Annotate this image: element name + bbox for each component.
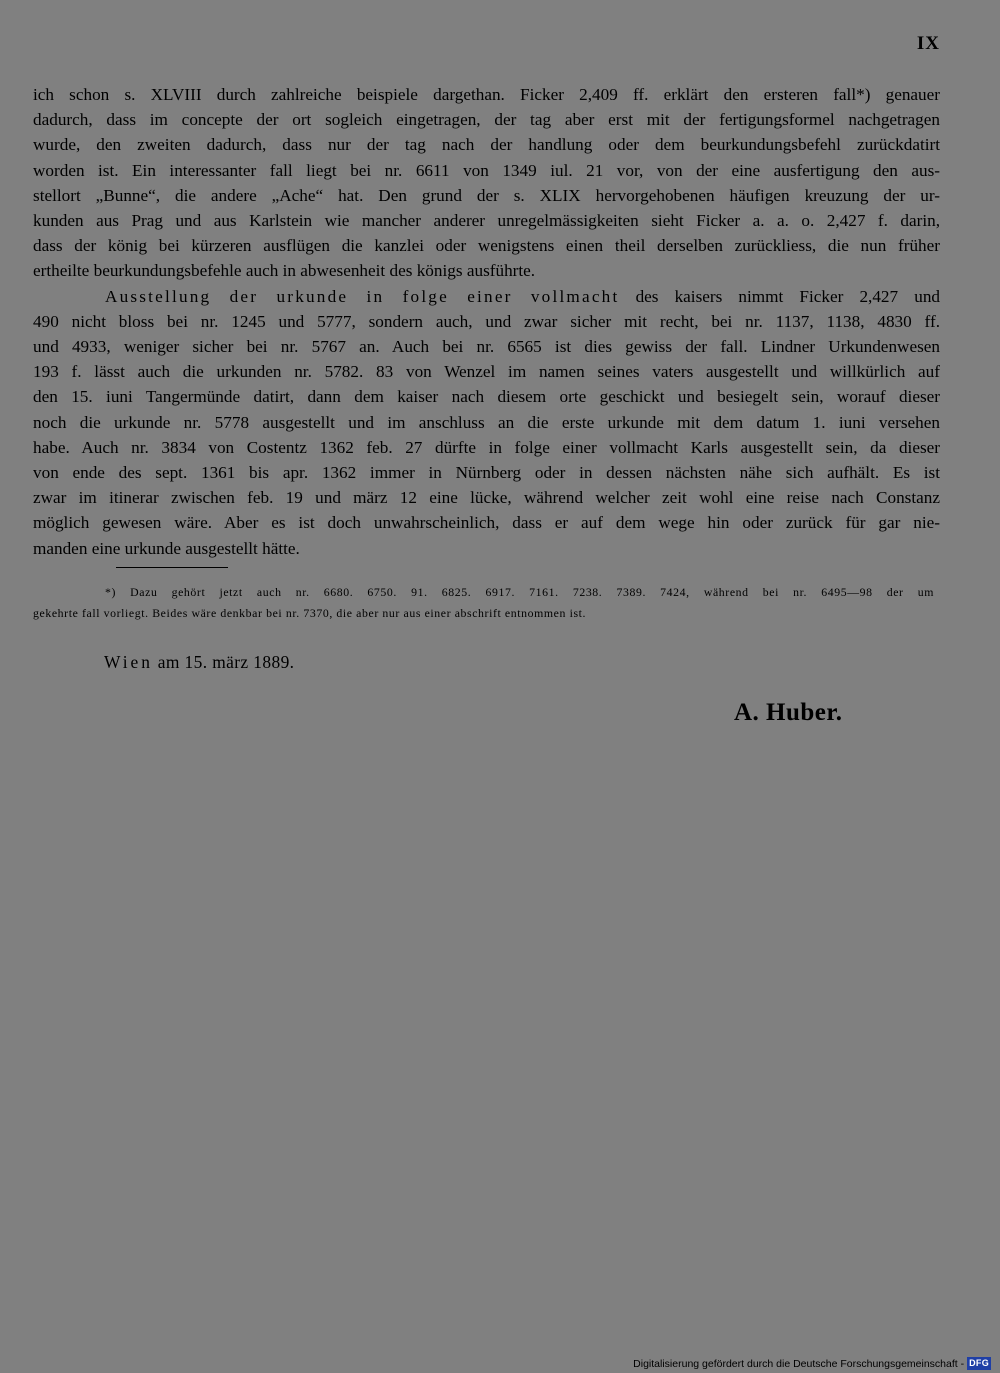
author-signature: A. Huber.: [734, 699, 843, 726]
footnote: [33, 582, 934, 624]
body-line: 193 f. lässt auch die urkunden nr. 5782. 83 von Wenzel im namen seines vaters ausgestellt und willkürlich auf: [33, 362, 940, 382]
closing-line: [104, 652, 294, 673]
body-line: kunden aus Prag und aus Karlstein wie mancher anderer unregelmässigkeiten sieht Ficker a. a. o. 2,427 f. darin,: [33, 211, 940, 231]
paragraph-first-line-rest: des kaisers nimmt Ficker 2,427 und: [635, 286, 941, 306]
page-number: IX: [916, 33, 940, 54]
body-line: möglich gewesen wäre. Aber es ist doch unwahrscheinlich, dass er auf dem wege hin oder zurück für gar nie-: [33, 513, 940, 533]
body-line: worden ist. Ein interessanter fall liegt bei nr. 6611 von 1349 iul. 21 vor, von der eine ausfertigung den aus-: [33, 160, 940, 180]
digitization-credit: [633, 1357, 991, 1370]
body-line: den 15. iuni Tangermünde datirt, dann dem kaiser nach diesem orte geschickt und besiegelt sein, worauf dieser: [33, 387, 940, 407]
body-line: wurde, den zweiten dadurch, dass nur der tag nach der handlung oder dem beurkundungsbefehl zurückdatirt: [33, 135, 940, 155]
paragraph-first-line: [33, 284, 940, 309]
closing-place: Wien: [104, 652, 153, 672]
main-text: [33, 82, 940, 561]
credit-text: Digitalisierung gefördert durch die Deutsche Forschungsgemeinschaft -: [633, 1357, 965, 1370]
footnote-line: gekehrte fall vorliegt. Beides wäre denkbar bei nr. 7370, die aber nur aus einer abschrift entnommen ist.: [33, 606, 587, 620]
spaced-heading-phrase: Ausstellung der urkunde in folge einer vollmacht: [105, 286, 620, 306]
body-line: von ende des sept. 1361 bis apr. 1362 immer in Nürnberg oder in dessen nächsten nähe sich aufhält. Es ist: [33, 463, 940, 483]
body-line: habe. Auch nr. 3834 von Costentz 1362 feb. 27 dürfte in folge einer vollmacht Karls ausgestellt sein, da dieser: [33, 437, 940, 457]
body-line: dadurch, dass im concepte der ort sogleich eingetragen, der tag aber erst mit der fertigungsformel nachgetragen: [33, 110, 940, 130]
dfg-logo-icon: DFG: [969, 1358, 989, 1368]
body-line: ertheilte beurkundungsbefehle auch in abwesenheit des königs ausführte.: [33, 261, 536, 281]
footnote-line: *) Dazu gehört jetzt auch nr. 6680. 6750. 91. 6825. 6917. 7161. 7238. 7389. 7424, während bei nr. 6495—98 der um: [105, 585, 934, 599]
body-line: 490 nicht bloss bei nr. 1245 und 5777, sondern auch, und zwar sicher mit recht, bei nr. 1137, 1138, 4830 ff.: [33, 311, 940, 331]
body-line: zwar im itinerar zwischen feb. 19 und märz 12 eine lücke, während welcher zeit wohl eine reise nach Constanz: [33, 488, 940, 508]
body-line: manden eine urkunde ausgestellt hätte.: [33, 538, 300, 558]
footnote-divider: [116, 567, 228, 568]
body-line: noch die urkunde nr. 5778 ausgestellt und im anschluss an die erste urkunde mit dem datum 1. iuni versehen: [33, 412, 940, 432]
body-line: ich schon s. XLVIII durch zahlreiche beispiele dargethan. Ficker 2,409 ff. erklärt den ersteren fall*) genauer: [33, 85, 940, 104]
body-line: und 4933, weniger sicher bei nr. 5767 an. Auch bei nr. 6565 ist dies gewiss der fall. Lindner Urkundenwesen: [33, 337, 940, 357]
body-line: stellort „Bunne“, die andere „Ache“ hat. Den grund der s. XLIX hervorgehobenen häufigen kreuzung der ur-: [33, 185, 940, 205]
body-line: dass der könig bei kürzeren ausflügen die kanzlei oder wenigstens einen theil derselben zurückliess, die nun früher: [33, 236, 940, 256]
closing-date: am 15. märz 1889.: [157, 652, 295, 672]
